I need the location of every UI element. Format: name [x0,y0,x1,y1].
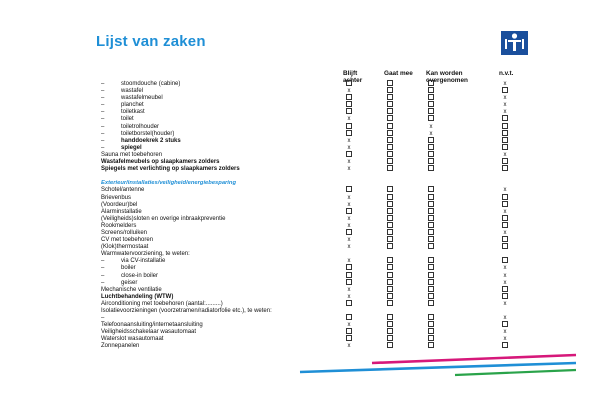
empty-checkbox[interactable] [501,244,509,251]
empty-checkbox[interactable] [345,152,353,159]
empty-checkbox[interactable] [501,258,509,265]
checked-box[interactable]: x [347,88,351,95]
checked-box[interactable]: x [503,208,507,215]
checked-box[interactable]: x [503,81,507,87]
column-header-nvt: n.v.t. [499,70,514,77]
empty-checkbox[interactable] [345,187,353,194]
checked-box[interactable]: x [347,293,351,300]
list-dash: – [101,116,105,123]
table-row [101,138,541,145]
row-label: wastafel [121,88,144,95]
row-label: Screens/rolluiken [101,229,148,236]
empty-checkbox[interactable] [427,166,435,173]
list-dash: – [101,265,105,272]
row-label: Brievenbus [101,194,132,201]
list-dash: – [101,81,105,87]
table-row [101,287,541,294]
row-label: Wastafelmeubels op slaapkamers zolders [101,159,220,166]
table-row [101,280,541,287]
row-label: Veiligheidsschakelaar wasautomaat [101,329,197,336]
table-row [101,273,541,280]
empty-checkbox[interactable] [345,336,353,343]
list-dash: – [101,315,105,322]
list-dash: – [101,109,105,116]
table-row [101,209,541,216]
table-row [101,329,541,336]
checked-box[interactable]: x [503,151,507,158]
row-label: spiegel [121,144,142,151]
column-header-gaat-mee: Gaat mee [384,70,413,77]
checked-box[interactable]: x [503,279,507,286]
row-label: stoomdouche (cabine) [121,81,181,87]
table-row [101,230,541,237]
empty-checkbox[interactable] [427,116,435,123]
checklist-table [101,81,541,351]
table-row [101,95,541,102]
list-dash: – [101,95,105,102]
list-dash: – [101,123,105,130]
row-label: Warmwatervoorziening, te weten: [101,251,190,258]
row-label: toiletkast [121,109,145,116]
checked-box[interactable]: x [503,95,507,102]
row-label: Exterieur/installaties/veiligheid/energiebesparing [101,180,236,187]
checked-box[interactable]: x [503,265,507,272]
checked-box[interactable]: x [347,258,351,265]
checked-box[interactable]: x [503,329,507,336]
row-label: Mechanische ventilatie [101,286,162,293]
row-label: planchet [121,102,144,109]
checked-box[interactable]: x [503,315,507,322]
row-label: Isolatievoorzieningen (voorzetramen/radiatorfolie etc.), te weten: [101,308,272,314]
empty-checkbox[interactable] [345,209,353,216]
table-row [101,152,541,159]
checked-box[interactable]: x [347,166,351,173]
row-label: toilet [121,116,134,123]
checked-box[interactable]: x [347,137,351,144]
row-label: handdoekrek 2 stuks [121,137,181,144]
row-label: (Voordeur)bel [101,201,138,208]
table-row [101,223,541,230]
empty-checkbox[interactable] [345,109,353,116]
row-label: Waterslot wasautomaat [101,336,164,343]
empty-checkbox[interactable] [345,315,353,322]
empty-checkbox[interactable] [427,244,435,251]
checked-box[interactable]: x [347,201,351,208]
empty-checkbox[interactable] [345,81,353,88]
empty-checkbox[interactable] [427,301,435,308]
row-label: CV met toebehoren [101,237,154,244]
row-label: Spiegels met verlichting op slaapkamers zolders [101,166,240,173]
empty-checkbox[interactable] [345,280,353,287]
row-label: (Veiligheids)sloten en overige inbraakpreventie [101,215,226,222]
table-row [101,237,541,244]
empty-checkbox[interactable] [501,223,509,230]
row-label: Airconditioning met toebehoren (aantal:.........) [101,300,223,307]
empty-checkbox[interactable] [501,294,509,301]
list-dash: – [101,144,105,151]
empty-checkbox[interactable] [501,202,509,209]
row-label: via CV-installatie [121,258,166,265]
table-row [101,343,541,350]
table-row [101,131,541,138]
empty-checkbox[interactable] [501,145,509,152]
checked-box[interactable]: x [503,102,507,109]
checked-box[interactable]: x [429,123,433,130]
table-row [101,124,541,131]
list-dash: – [101,137,105,144]
table-row [101,145,541,152]
checked-box[interactable]: x [347,194,351,201]
table-row [101,251,541,258]
row-label: toiletrolhouder [121,123,160,130]
row-label: boiler [121,265,136,272]
list-dash: – [101,88,105,95]
checked-box[interactable]: x [347,222,351,229]
row-label: (Klok)thermostaat [101,244,149,251]
row-label: Schotel/antenne [101,187,145,194]
checked-box[interactable]: x [503,187,507,194]
table-row [101,294,541,301]
table-row [101,187,541,194]
checked-box[interactable]: x [347,237,351,244]
checked-box[interactable]: x [503,109,507,116]
empty-checkbox[interactable] [386,244,394,251]
empty-checkbox[interactable] [501,166,509,173]
table-row [101,166,541,173]
section-heading [101,180,541,187]
empty-checkbox[interactable] [501,322,509,329]
checked-box[interactable]: x [347,286,351,293]
page-title: Lijst van zaken [96,33,206,50]
row-label: Sauna met toebehoren [101,151,163,158]
empty-checkbox[interactable] [345,230,353,237]
list-dash: – [101,279,105,286]
table-row [101,336,541,343]
column-header-blijft-achter: Blijft achter [343,70,363,85]
empty-checkbox[interactable] [427,343,435,350]
table-row [101,265,541,272]
row-label: Zonnepanelen [101,343,140,350]
checked-box[interactable]: x [347,116,351,123]
checked-box[interactable]: x [503,300,507,307]
row-label: wastafelmeubel [121,95,163,102]
table-row [101,202,541,209]
row-label: Rookmelders [101,222,137,229]
checked-box[interactable]: x [503,336,507,343]
checked-box[interactable]: x [347,215,351,222]
empty-checkbox[interactable] [345,131,353,138]
list-dash: – [101,258,105,265]
checked-box[interactable]: x [429,130,433,137]
empty-checkbox[interactable] [345,301,353,308]
checked-box[interactable]: x [347,343,351,350]
table-row [101,81,541,88]
table-row [101,116,541,123]
table-row [101,102,541,109]
empty-checkbox[interactable] [501,343,509,350]
table-row [101,315,541,322]
row-label: geiser [121,279,138,286]
checked-box[interactable]: x [347,322,351,329]
empty-checkbox[interactable] [386,301,394,308]
column-header-kan-worden-overgenomen: Kan worden overgenomen [426,70,468,85]
table-row [101,244,541,251]
list-dash: – [101,130,105,137]
row-label: Telefoonaansluiting/internetaansluiting [101,322,203,329]
checked-box[interactable]: x [347,159,351,166]
table-row [101,216,541,223]
checked-box[interactable]: x [503,272,507,279]
empty-checkbox[interactable] [501,88,509,95]
table-row [101,173,541,180]
checked-box[interactable]: x [503,229,507,236]
list-dash: – [101,272,105,279]
empty-checkbox[interactable] [386,343,394,350]
list-dash: – [101,102,105,109]
checked-box[interactable]: x [347,144,351,151]
table-row [101,195,541,202]
table-row [101,88,541,95]
logo-text: NVM [508,51,521,57]
table-row [101,159,541,166]
row-label: Luchtbehandeling (WTW) [101,293,174,300]
row-label: Alarminstallatie [101,208,142,215]
table-row [101,308,541,315]
table-row [101,109,541,116]
row-label: close-in boiler [121,272,159,279]
checked-box[interactable]: x [347,244,351,251]
empty-checkbox[interactable] [386,166,394,173]
row-label: toiletborstel(houder) [121,130,175,137]
table-row [101,258,541,265]
table-row [101,301,541,308]
table-row [101,322,541,329]
